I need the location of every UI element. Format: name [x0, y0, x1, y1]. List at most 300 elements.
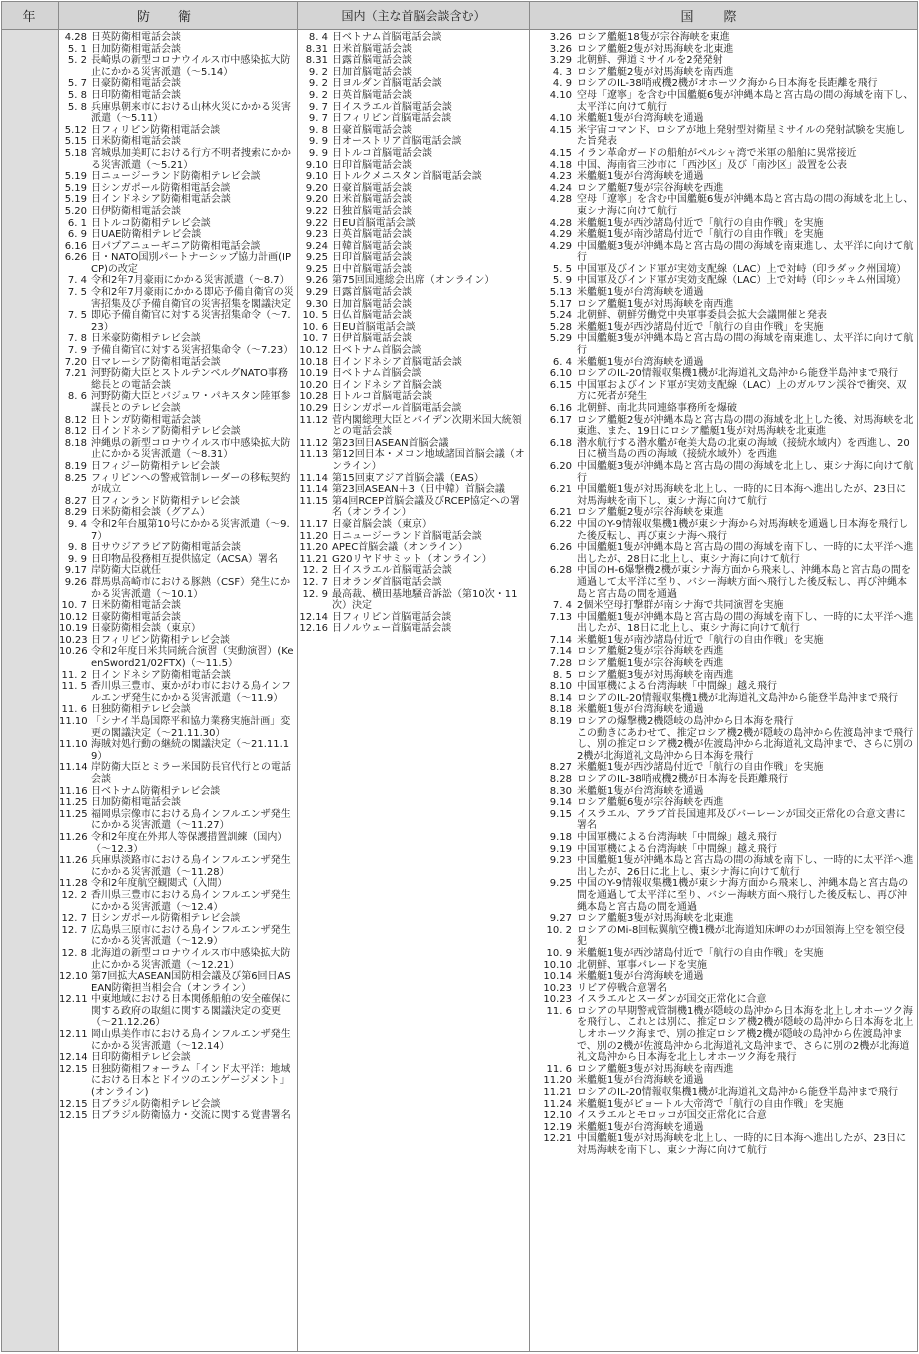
domestic-entry	[298, 496, 529, 519]
entry-date: 5.18	[64, 147, 87, 159]
defense-entry	[59, 229, 297, 241]
international-entry	[530, 658, 917, 670]
entry-text: 中国、海南省三沙市に「西沙区」及び「南沙区」設置を公表	[577, 159, 847, 171]
entry-text: APEC首脳会議（オンライン）	[332, 542, 468, 554]
entry-date: 11.26	[59, 855, 88, 867]
entry-text: 日EU首脳電話会談	[332, 217, 416, 229]
entry-date: 9.25	[305, 252, 328, 264]
defense-entry	[59, 971, 297, 994]
domestic-entry	[298, 531, 529, 543]
international-entry	[530, 1087, 917, 1099]
entry-date: 10.12	[299, 345, 328, 357]
entry-text: ロシアの早期警戒管制機1機が隠岐の島沖から日本海を北上しオホーツク海を飛行し、これとは別に、推定ロシア機2機が隠岐の島沖から日本海を北上しオホーツク海まで、別の推定ロシア機2機が隠岐の島沖から佐渡島沖まで、別の2機が佐渡島沖から北海道礼文島沖まで、さらに別の2機が北海道礼文島沖から日本海を北上しオホーツク海を飛行	[577, 1005, 914, 1064]
defense-entry	[59, 368, 297, 391]
entry-text: 日オーストリア首脳電話会談	[332, 136, 462, 148]
entry-text: ロシア艦艇3隻が対馬海峡を南西進	[577, 669, 734, 681]
domestic-entry	[298, 183, 529, 195]
international-entry	[530, 275, 917, 287]
entry-date: 4.15	[549, 147, 572, 159]
international-entry	[530, 160, 917, 172]
entry-date: 9. 2	[308, 66, 328, 78]
entry-date: 9.20	[305, 194, 328, 206]
international-entry	[530, 229, 917, 241]
entry-date	[530, 728, 577, 763]
entry-date: 11.12	[299, 437, 328, 449]
entry-text: 広島県三原市における鳥インフルエンザ発生にかかる災害派遣（～12.9）	[91, 924, 291, 948]
entry-date: 12. 7	[302, 576, 328, 588]
entry-text: 中国艦艇3隻が沖縄本島と宮古島の間の海域を南東進し、太平洋に向けて航行	[577, 333, 914, 357]
entry-text: 即応予備自衛官に対する災害招集命令（～7.23）	[91, 310, 291, 333]
entry-text: 2個米空母打撃群が南シナ海で共同演習を実施	[577, 600, 784, 612]
entry-text: 日米首脳電話会談	[332, 194, 412, 206]
entry-text: 北朝鮮、弾道ミサイルを2発発射	[577, 55, 723, 67]
entry-text: ロシアのIL-38哨戒機2機が日本海を長距離飛行	[577, 774, 789, 785]
entry-text: 日EU首脳電話会談	[332, 321, 416, 333]
international-entry	[530, 44, 917, 56]
entry-text: 米艦艇1隻が西沙諸島付近で「航行の自由作戦」を実施	[577, 947, 824, 959]
entry-date: 10.23	[543, 982, 572, 994]
entry-date: 10.26	[59, 646, 88, 658]
entry-date: 7.14	[549, 646, 572, 658]
entry-date: 4.29	[549, 240, 572, 252]
entry-date: 4.10	[549, 89, 572, 101]
entry-text: 第75回国連総会出席（オンライン）	[332, 275, 495, 287]
entry-text: 北朝鮮、軍事パレードを実施	[577, 959, 707, 971]
entry-date: 6.17	[549, 414, 572, 426]
entry-date: 11. 6	[546, 1005, 572, 1017]
domestic-entry	[298, 612, 529, 624]
entry-date: 7.28	[549, 658, 572, 670]
entry-text: 岸防衛大臣就任	[91, 565, 161, 577]
domestic-entry	[298, 565, 529, 577]
domestic-entry	[298, 206, 529, 218]
entry-text: 香川県三豊市、東かがわ市における鳥インフルエンザ発生にかかる災害派遣（～11.9）	[91, 681, 291, 704]
entry-text: 日ブラジル防衛相テレビ会談	[91, 1098, 221, 1110]
international-entry	[530, 438, 917, 461]
international-entry	[530, 241, 917, 264]
international-entry	[530, 183, 917, 195]
international-entry	[530, 681, 917, 693]
entry-text: 日マレーシア防衛相電話会談	[91, 356, 221, 368]
international-entry	[530, 797, 917, 809]
international-entry	[530, 55, 917, 67]
entry-text: 日加首脳電話会談	[332, 66, 412, 78]
entry-date: 12.11	[59, 1029, 88, 1041]
entry-date: 10. 2	[546, 924, 572, 936]
entry-text: 河野防衛大臣とバジュワ・パキスタン陸軍参謀長とのテレビ会談	[91, 391, 291, 414]
entry-text: 日米豪防衛相テレビ会談	[91, 333, 201, 345]
defense-entry	[59, 1099, 297, 1111]
international-entry	[530, 171, 917, 183]
entry-text: イラン革命ガードの船舶がペルシャ湾で米軍の船舶に異常接近	[577, 147, 857, 159]
entry-text: 日サウジアラビア防衛相電話会談	[91, 542, 241, 554]
international-entry	[530, 90, 917, 113]
entry-date: 9.14	[549, 797, 572, 809]
international-entry	[530, 913, 917, 925]
entry-date: 11.20	[299, 530, 328, 542]
entry-text: 宮城県加美町における行方不明者捜索にかかる災害派遣（～5.21）	[91, 147, 291, 171]
defense-entry	[59, 90, 297, 102]
entry-date: 11.15	[299, 495, 328, 507]
entry-text: ロシアのIL-20情報収集機1機が北海道礼文島沖から能登半島沖まで飛行	[577, 1087, 899, 1099]
defense-entry	[59, 646, 297, 669]
international-entry	[530, 461, 917, 484]
entry-text: 日印防衛相テレビ会談	[91, 1052, 191, 1064]
entry-text: 日豪首脳会談（東京）	[332, 518, 432, 530]
entry-text: 令和2年度在外邦人等保護措置訓練（国内）（～12.3）	[91, 831, 288, 855]
entry-text: 予備自衛官に対する災害招集命令（～7.23）	[91, 345, 294, 357]
entry-date: 5.19	[64, 182, 87, 194]
entry-date: 4. 3	[552, 66, 572, 78]
domestic-column	[298, 30, 530, 1351]
entry-text: 日加防衛相電話会談	[91, 797, 181, 809]
entry-text: 米艦艇1隻が台湾海峡を通過	[577, 356, 704, 368]
entry-date: 9.10	[305, 171, 328, 183]
entry-date: 10.19	[59, 623, 88, 635]
entry-text: 中国軍機による台湾海峡「中間線」越え飛行	[577, 843, 777, 855]
defense-entry	[59, 241, 297, 253]
entry-text: この動きにあわせて、推定ロシア機2機が隠岐の島沖から佐渡島沖まで飛行し、別の推定ロシア機2機が佐渡島沖から北海道礼文島沖まで、さらに別の2機が北海道礼文島沖から日本海を飛行	[577, 727, 914, 762]
entry-text: 米艦艇1隻が台湾海峡を通過	[577, 113, 704, 125]
entry-text: 米艦艇1隻が台湾海峡を通過	[577, 971, 704, 983]
defense-entry	[59, 670, 297, 682]
entry-text: 日豪防衛相会談（東京）	[91, 623, 201, 635]
defense-entry	[59, 1064, 297, 1099]
entry-date: 7. 4	[67, 275, 87, 287]
entry-date: 3.26	[549, 43, 572, 55]
entry-date: 10.18	[299, 356, 328, 368]
entry-text: 「シナイ半島国際平和協力業務実施計画」変更の閣議決定（～21.11.30）	[91, 716, 291, 739]
entry-text: 岸防衛大臣とミラー米国防長官代行との電話会談	[91, 762, 291, 785]
entry-text: イスラエル、アラブ首長国連邦及びバーレーンが国交正常化の合意文書に署名	[577, 808, 906, 832]
entry-text: 中国のY-9情報収集機1機が東シナ海から対馬海峡を通過し日本海を飛行した後反転し、再び東シナ海へ飛行	[577, 518, 909, 542]
entry-date: 7. 5	[67, 287, 87, 299]
defense-entry	[59, 716, 297, 739]
entry-text: 日米首脳電話会談	[332, 43, 412, 55]
defense-entry	[59, 44, 297, 56]
international-entry	[530, 218, 917, 230]
international-entry	[530, 125, 917, 148]
international-entry	[530, 612, 917, 635]
entry-text: 日イスラエル首脳電話会談	[332, 101, 452, 113]
entry-text: 中国艦艇1隻が沖縄本島と宮古島の間の海域を南下し、一時的に太平洋へ進出したが、28日に北上し、東シナ海に向けて航行	[577, 542, 914, 565]
domestic-entry	[298, 333, 529, 345]
domestic-entry	[298, 380, 529, 392]
international-entry	[530, 704, 917, 716]
entry-text: 中国のY-9情報収集機1機が東シナ海方面から飛来し、沖縄本島と宮古島の間を通過して太平洋に至り、バシー海峡方面へ飛行した後反転し、再び沖縄本島と宮古島の間を通過	[577, 878, 909, 913]
entry-date: 8.19	[64, 460, 87, 472]
entry-date: 8.27	[64, 495, 87, 507]
entry-text: 日加首脳電話会談	[332, 298, 412, 310]
defense-entry	[59, 102, 297, 125]
entry-date: 7. 4	[552, 600, 572, 612]
entry-text: ロシアのIL-20情報収集機1機が北海道礼文島沖から能登半島沖まで飛行	[577, 368, 899, 380]
entry-date: 3.29	[549, 55, 572, 67]
entry-date: 12.14	[59, 1052, 88, 1064]
entry-text: 日トルコ防衛相テレビ会談	[91, 217, 211, 229]
entry-date: 4.28	[549, 194, 572, 206]
entry-text: 令和2年度航空観閲式（入間）	[91, 878, 228, 890]
entry-date: 5. 8	[67, 101, 87, 113]
defense-entry	[59, 948, 297, 971]
entry-date: 9. 7	[308, 101, 328, 113]
entry-text: 日露首脳電話会談	[332, 55, 412, 67]
domestic-entry	[298, 125, 529, 137]
entry-text: 日インドネシア首脳会談	[332, 379, 442, 391]
domestic-entry	[298, 322, 529, 334]
domestic-entry	[298, 310, 529, 322]
entry-date: 6.16	[549, 403, 572, 414]
international-entry	[530, 960, 917, 972]
domestic-entry	[298, 160, 529, 172]
defense-entry	[59, 345, 297, 357]
entry-text: 日ベトナム首脳会談	[332, 345, 422, 357]
entry-date: 7. 8	[67, 333, 87, 345]
entry-date: 12. 2	[61, 889, 87, 901]
entry-text: 日フィンランド防衛相テレビ会談	[91, 495, 240, 507]
entry-date: 10. 6	[302, 321, 328, 333]
entry-date: 10.23	[543, 994, 572, 1006]
entry-date: 10. 7	[302, 333, 328, 345]
defense-entry	[59, 171, 297, 183]
entry-date: 9.22	[305, 217, 328, 229]
defense-entry	[59, 136, 297, 148]
entry-date: 10. 7	[61, 600, 87, 612]
entry-date: 6.21	[549, 484, 572, 496]
entry-text: 日フィリピン防衛相電話会談	[91, 124, 221, 136]
entry-date: 6. 1	[67, 217, 87, 229]
entry-text: 日インドネシア防衛相テレビ会談	[91, 426, 241, 438]
international-entry	[530, 786, 917, 798]
entry-date: 8. 5	[552, 669, 572, 681]
entry-date: 11.20	[299, 542, 328, 554]
entry-text: 米艦艇1隻が台湾海峡を通過	[577, 1075, 704, 1087]
international-entry	[530, 983, 917, 995]
entry-date: 9.23	[305, 229, 328, 241]
domestic-entry	[298, 90, 529, 102]
header-domestic: 国内（主な首脳会談含む）	[298, 2, 530, 30]
entry-text: 日ベトナム首脳電話会談	[332, 32, 442, 43]
international-entry	[530, 299, 917, 311]
defense-entry	[59, 78, 297, 90]
entry-text: 菅内閣総理大臣とバイデン次期米国大統領との電話会談	[332, 414, 522, 438]
entry-date: 12.15	[59, 1098, 88, 1110]
entry-text: 日印首脳電話会談	[332, 252, 412, 264]
entry-date: 10.20	[299, 379, 328, 391]
entry-text: ロシア艦艇2隻が宗谷海峡を西進	[577, 646, 724, 658]
entry-date: 11.24	[543, 1098, 572, 1110]
entry-text: 日フィリピン防衛相テレビ会談	[91, 634, 230, 646]
entry-text: 日英首脳電話会談	[332, 229, 412, 241]
entry-date: 8.12	[64, 426, 87, 438]
international-entry	[530, 32, 917, 44]
entry-text: 岡山県美作市における鳥インフルエンザ発生にかかる災害派遣（～12.14）	[91, 1029, 291, 1052]
international-entry	[530, 1133, 917, 1156]
entry-date: 10.23	[59, 634, 88, 646]
entry-text: フィリピンへの警戒管制レーダーの移転契約が成立	[91, 472, 291, 496]
entry-date: 8.28	[549, 774, 572, 785]
defense-entry	[59, 762, 297, 785]
domestic-entry	[298, 252, 529, 264]
entry-text: ロシア艦艇6隻が宗谷海峡を西進	[577, 797, 724, 809]
entry-date: 6.26	[549, 542, 572, 554]
entry-text: 日印防衛相電話会談	[91, 89, 181, 101]
domestic-entry	[298, 357, 529, 369]
international-entry	[530, 484, 917, 507]
entry-date: 12.21	[543, 1133, 572, 1145]
entry-text: 中国軍及びインド軍が実効支配線（LAC）上で対峙（印ラダック州国境）	[577, 263, 907, 275]
entry-date: 11.14	[299, 472, 328, 484]
entry-date: 9. 4	[67, 518, 87, 530]
entry-date: 12.10	[59, 971, 88, 983]
entry-text: イスラエルとスーダンが国交正常化に合意	[577, 994, 767, 1006]
entry-date: 11. 5	[61, 681, 87, 693]
entry-date: 12. 7	[61, 924, 87, 936]
entry-date: 10.10	[543, 959, 572, 971]
entry-date: 9.15	[549, 808, 572, 820]
international-entry	[530, 78, 917, 90]
entry-text: 日トルコ首脳電話会談	[332, 147, 432, 159]
defense-column	[59, 30, 298, 1351]
defense-entry	[59, 194, 297, 206]
defense-entry	[59, 275, 297, 287]
entry-text: 令和2年台風第10号にかかる災害派遣（～9.7）	[91, 518, 290, 542]
entry-text: 沖縄県の新型コロナウイルス市中感染拡大防止にかかる災害派遣（～8.31）	[91, 437, 291, 461]
domestic-entry	[298, 345, 529, 357]
entry-text: 中国軍機による台湾海峡「中間線」越え飛行	[577, 831, 777, 843]
entry-text: 福岡県宗像市における鳥インフルエンザ発生にかかる災害派遣（～11.27）	[91, 808, 291, 832]
entry-date: 12.19	[543, 1121, 572, 1133]
entry-date: 11.13	[299, 449, 328, 461]
entry-date: 8.14	[549, 692, 572, 704]
entry-text: 日独首脳電話会談	[332, 205, 412, 217]
entry-text: 米艦艇1隻が西沙諸島付近で「航行の自由作戦」を実施	[577, 217, 824, 229]
entry-date: 5.15	[64, 136, 87, 148]
year-column	[2, 30, 59, 1351]
entry-date: 4.18	[549, 159, 572, 171]
entry-date: 9.30	[305, 298, 328, 310]
entry-text: 中東地域における日本関係船舶の安全確保に関する政府の取組に関する閣議決定の変更（～21.12.26）	[91, 994, 291, 1029]
entry-text: 海賊対処行動の継続の閣議決定（～21.11.19）	[91, 739, 290, 762]
domestic-entry	[298, 403, 529, 415]
defense-entry	[59, 391, 297, 414]
entry-date: 11.17	[299, 518, 328, 530]
entry-text: 日独防衛相テレビ会談	[91, 704, 191, 716]
entry-text: ロシア艦艇2隻が対馬海峡を北東進	[577, 43, 734, 55]
entry-date: 7. 5	[67, 310, 87, 322]
entry-text: 米艦艇1隻が南沙諸島付近で「航行の自由作戦」を実施	[577, 229, 824, 241]
entry-date: 6.26	[64, 252, 87, 264]
entry-text: 日韓首脳電話会談	[332, 240, 412, 252]
entry-text: 日トルクメニスタン首脳電話会談	[332, 171, 482, 183]
entry-date: 11. 6	[546, 1063, 572, 1075]
entry-text: 第7回拡大ASEAN国防相会議及び第6回日ASEAN防衛担当相会合（オンライン）	[91, 971, 291, 994]
entry-date: 10.14	[543, 971, 572, 983]
entry-text: 日印首脳電話会談	[332, 159, 412, 171]
defense-entry	[59, 125, 297, 137]
entry-text: ロシア艦艇7隻が宗谷海峡を西進	[577, 182, 724, 194]
entry-text: 日独防衛相フォーラム「インド太平洋：地域における日本とドイツのエンゲージメント」(オンライン)	[91, 1063, 291, 1099]
entry-date: 10. 9	[546, 947, 572, 959]
entry-date: 5.19	[64, 171, 87, 183]
entry-text: 日イスラエル首脳電話会談	[332, 565, 452, 577]
entry-text: 米艦艇1隻が台湾海峡を通過	[577, 704, 704, 716]
defense-entry	[59, 577, 297, 600]
entry-text: 日パプアニューギニア防衛相電話会談	[91, 240, 261, 252]
defense-entry	[59, 287, 297, 310]
international-entry	[530, 878, 917, 913]
entry-text: ロシアのIL-38哨戒機2機がオホーツク海から日本海を長距離を飛行	[577, 78, 878, 90]
entry-text: 米艦艇1隻が台湾海峡を通過	[577, 785, 704, 797]
entry-date: 12.15	[59, 1063, 88, 1075]
domestic-entry	[298, 44, 529, 56]
entry-text: 日米防衛相会談（グアム）	[91, 507, 211, 519]
entry-date: 9.27	[549, 913, 572, 925]
international-entry	[530, 994, 917, 1006]
international-entry	[530, 322, 917, 334]
entry-date: 9.26	[305, 275, 328, 287]
entry-date: 12. 8	[61, 947, 87, 959]
entry-date: 5.13	[549, 287, 572, 299]
international-entry	[530, 774, 917, 786]
international-entry	[530, 565, 917, 600]
international-entry	[530, 415, 917, 438]
international-entry	[530, 380, 917, 403]
entry-text: 日シンガポール防衛相電話会談	[91, 182, 231, 194]
international-entry	[530, 357, 917, 369]
entry-date: 4.23	[549, 171, 572, 183]
entry-text: ロシア艦艇2隻が宗谷海峡を東進	[577, 507, 724, 519]
entry-text: ロシア艦艇1隻が宗谷海峡を西進	[577, 658, 724, 670]
entry-date: 4.28	[64, 32, 87, 43]
chronology-table	[1, 1, 918, 1352]
entry-text: 日伊防衛相電話会談	[91, 205, 181, 217]
entry-date: 6.18	[549, 437, 572, 449]
header-year: 年	[2, 2, 59, 30]
entry-date: 4.10	[549, 113, 572, 125]
entry-date: 8.31	[305, 43, 328, 55]
international-entry	[530, 693, 917, 705]
entry-date: 9. 9	[308, 136, 328, 148]
entry-date: 11.25	[59, 808, 88, 820]
entry-date: 9. 9	[308, 147, 328, 159]
entry-text: 日フィリピン首脳電話会談	[332, 611, 452, 623]
entry-text: 米艦艇1隻が台湾海峡を通過	[577, 1121, 704, 1133]
defense-entry	[59, 832, 297, 855]
domestic-entry	[298, 275, 529, 287]
domestic-entry	[298, 136, 529, 148]
entry-text: 令和2年7月豪雨にかかる災害派遣（～8.7）	[91, 275, 290, 287]
defense-entry	[59, 252, 297, 275]
entry-text: 中国軍及びインド軍が実効支配線（LAC）上で対峙（印シッキム州国境）	[577, 275, 907, 287]
entry-text: 中国艦艇1隻が沖縄本島と宮古島の間の海域を南下し、一時的に太平洋へ進出したが、26日に北上し、東シナ海に向けて航行	[577, 855, 914, 878]
entry-text: 第23回日ASEAN首脳会議	[332, 437, 449, 449]
domestic-entry	[298, 542, 529, 554]
international-entry	[530, 1099, 917, 1111]
entry-date: 8.12	[64, 414, 87, 426]
entry-text: 第15回東アジア首脳会議（EAS）	[332, 472, 484, 484]
entry-date: 9.29	[305, 287, 328, 299]
entry-text: 中国のH-6爆撃機2機が東シナ海方面から飛来し、沖縄本島と宮古島の間を通過して太平洋に至り、バシー海峡方面へ飛行した後反転し、再び沖縄本島と宮古島の間を通過	[577, 565, 911, 600]
entry-date: 11.26	[59, 831, 88, 843]
entry-text: 兵庫県朝来市における山林火災にかかる災害派遣（～5.11）	[91, 101, 291, 125]
domestic-entry	[298, 287, 529, 299]
entry-date: 5.28	[549, 321, 572, 333]
defense-entry	[59, 704, 297, 716]
entry-text: 兵庫県淡路市における鳥インフルエンザ発生にかかる災害派遣（～11.28）	[91, 855, 291, 878]
entry-date: 8.19	[549, 716, 572, 728]
entry-date: 11. 6	[61, 704, 87, 716]
